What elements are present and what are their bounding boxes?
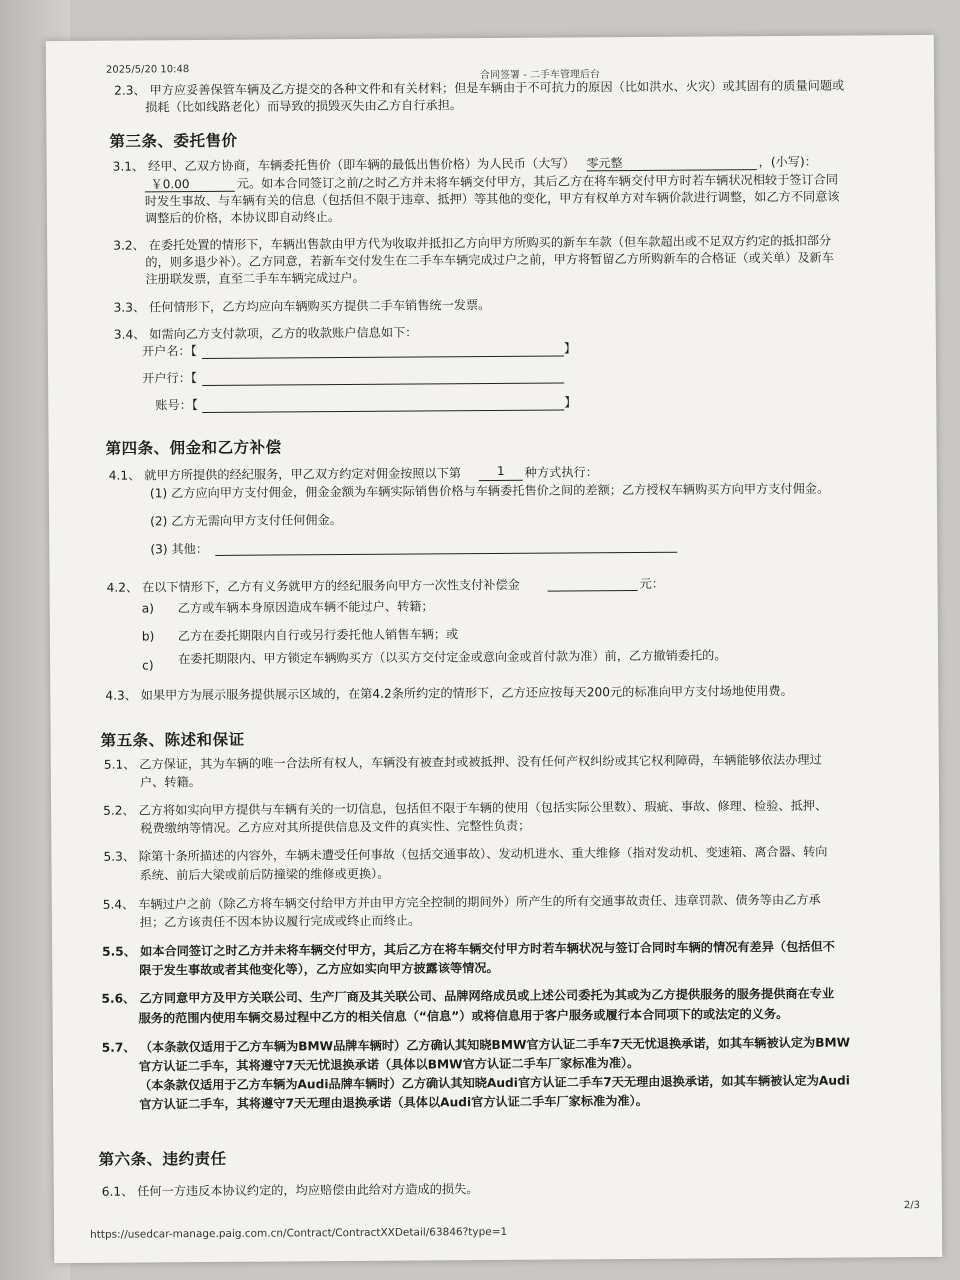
clause-4-2-a-label: a) <box>141 601 154 616</box>
bank-label: 开户行：【 <box>142 371 197 386</box>
clause-4-2-c-label: c) <box>142 658 154 673</box>
price-lower-case: ￥0.00 <box>150 177 190 192</box>
account-name-field <box>202 356 564 360</box>
bank-field <box>202 383 564 387</box>
clause-5-6-line1: 5.6、 乙方同意甲方及甲方关联公司、生产厂商及其关联公司、品牌网络成员或上述公司委托为其或为乙方提供服务的服务提供商在专业 <box>101 986 835 1006</box>
clause-4-2-line1-end: 元： <box>639 576 664 591</box>
clause-4-2-line1: 4.2、 在以下情形下，乙方有义务就甲方的经纪服务向甲方一次性支付补偿金 <box>106 577 520 595</box>
article-4-heading: 第四条、佣金和乙方补偿 <box>105 438 282 458</box>
clause-5-7-line4: 官方认证二手车，其将遵守7天无理由退换承诺（具体以Audi官方认证二手车厂家标准为准）。 <box>139 1093 648 1112</box>
clause-3-2-line2: 的，则多退少补）。乙方同意，若新车交付发生在二手车车辆完成过户之前，甲方将暂留乙方所购新车的合格证（或关单）及新车 <box>145 250 834 270</box>
clause-5-5-line2: 限于发生事故或者其他变化等），乙方应如实向甲方披露该等情况。 <box>139 960 499 978</box>
clause-5-1-line1: 5.1、 乙方保证，其为车辆的唯一合法所有权人，车辆没有被查封或被抵押、没有任何产权纠纷或其它权利障碍，车辆能够依法办理过 <box>103 752 822 772</box>
clause-5-3-line2: 系统、前后大梁或前后防撞梁的维修或更换）。 <box>139 866 390 883</box>
clause-5-1-line2: 户、转籍。 <box>139 775 201 790</box>
account-no-field <box>202 410 564 414</box>
clause-3-1-line3: 时发生事故、与车辆有关的信息（包括但不限于违章、抵押）等其他的变化，甲方有权单方对车辆价款进行调整，如乙方不同意该 <box>144 189 840 209</box>
clause-5-2-line1: 5.2、 乙方将如实向甲方提供与车辆有关的一切信息，包括但不限于车辆的使用（包括实际公里数）、瑕疵、事故、修理、检验、抵押、 <box>103 798 828 818</box>
clause-3-1-line1: 3.1、 经甲、乙双方协商，车辆委托售价（即车辆的最低出售价格）为人民币（大写） <box>112 156 575 174</box>
commission-other-field <box>215 552 677 556</box>
contract-page <box>46 35 943 1263</box>
account-name-bracket: 】 <box>563 341 577 356</box>
print-url: https://usedcar-manage.paig.com.cn/Contract/ContractXXDetail/63846?type=1 <box>90 1225 508 1241</box>
article-6-heading: 第六条、违约责任 <box>98 1149 227 1169</box>
price-upper-underline <box>587 169 757 171</box>
clause-6-1: 6.1、 任何一方违反本协议约定的，均应赔偿由此给对方造成的损失。 <box>101 1182 479 1199</box>
clause-4-3: 4.3、 如果甲方为展示服务提供展示区域的，在第4.2条所约定的情形下，乙方还应按每天200元的标准向甲方支付场地使用费。 <box>105 683 793 703</box>
clause-3-3: 3.3、 任何情形下，乙方均应向车辆购买方提供二手车销售统一发票。 <box>113 298 491 315</box>
article-3-heading: 第三条、委托售价 <box>109 131 238 151</box>
compensation-amount-field <box>548 590 638 592</box>
clause-3-1-line2: 元。如本合同签订之前/之时乙方并未将车辆交付甲方，其后乙方在将车辆交付甲方时若车辆状况相较于签订合同 <box>236 172 839 191</box>
clause-3-4-intro: 3.4、 如需向乙方支付款项，乙方的收款账户信息如下： <box>113 325 418 342</box>
clause-4-2-b: 乙方在委托期限内自行或另行委托他人销售车辆；或 <box>177 627 459 644</box>
account-no-bracket: 】 <box>564 395 577 410</box>
commission-option-2: (2) 乙方无需向甲方支付任何佣金。 <box>150 513 342 529</box>
commission-option-1: (1) 乙方应向甲方支付佣金，佣金金额为车辆实际销售价格与车辆委托售价之间的差额；乙方授权车辆购买方向甲方支付佣金。 <box>149 481 830 501</box>
clause-5-3-line1: 5.3、 除第十条所描述的内容外，车辆未遭受任何事故（包括交通事故）、发动机进水、重大维修（指对发动机、变速箱、离合器、转向 <box>103 844 828 864</box>
clause-4-1-line1-end: 种方式执行： <box>524 465 598 480</box>
price-upper-case: 零元整 <box>586 156 623 171</box>
clause-4-2-c: 在委托期限内、甲方锁定车辆购买方（以买方交付定金或意向金或首付款为准）前，乙方撤销委托的。 <box>178 648 727 667</box>
clause-5-7-line2: 官方认证二手车，其将遵守7天无忧退换承诺（具体以BMW官方认证二手车厂家标准为准）。 <box>138 1055 640 1074</box>
print-page-title: 合同签署 - 二手车管理后台 <box>479 69 601 82</box>
clause-3-2-line3: 注册联发票，直至二手车车辆完成过户。 <box>145 270 365 287</box>
clause-2-3-line2: 损耗（比如线路老化）而导致的损毁灭失由乙方自行承担。 <box>145 98 463 115</box>
clause-5-2-line2: 税费缴纳等情况。乙方应对其所提供信息及文件的真实性、完整性负责； <box>140 818 531 836</box>
commission-option-number: 1 <box>496 463 505 478</box>
page-number: 2/3 <box>903 1200 921 1212</box>
clause-5-4-line1: 5.4、 车辆过户之前（除乙方将车辆交付给甲方并由甲方完全控制的期间外）所产生的所有交通事故责任、违章罚款、债务等由乙方承 <box>102 892 821 912</box>
clause-3-1-line4: 调整后的价格，本协议即自动终止。 <box>144 210 341 226</box>
article-5-heading: 第五条、陈述和保证 <box>100 730 245 750</box>
clause-3-1-line1-end: ，(小写)： <box>758 154 817 170</box>
clause-5-7-line3: （本条款仅适用于乙方车辆为Audi品牌车辆时）乙方确认其知晓Audi官方认证二手车7天无理由退换承诺，如其车辆被认定为Audi <box>138 1073 850 1093</box>
clause-4-2-b-label: b) <box>141 629 155 644</box>
clause-3-2-line1: 3.2、 在委托处置的情形下，车辆出售款由甲方代为收取并抵扣乙方向甲方所购买的新车车款（但车款超出或不足双方约定的抵扣部分 <box>113 233 832 253</box>
commission-option-3: (3) 其他： <box>150 541 209 557</box>
account-name-label: 开户名：【 <box>141 344 197 359</box>
clause-4-2-a: 乙方或车辆本身原因造成车辆不能过户、转籍； <box>177 599 434 616</box>
clause-2-3-line1: 2.3、 甲方应妥善保管车辆及乙方提交的各种文件和有关材料；但是车辆由于不可抗力的原因（比如洪水、火灾）或其固有的质量问题或 <box>114 78 845 98</box>
clause-5-5-line1: 5.5、 如本合同签订之时乙方并未将车辆交付甲方，其后乙方在将车辆交付甲方时若车辆状况与签订合同时车辆的情况有差异（包括但不 <box>102 939 835 959</box>
clause-5-6-line2: 服务的范围内使用车辆交易过程中乙方的相关信息（“信息”）或将信息用于客户服务或履行本合同项下的或法定的义务。 <box>138 1006 789 1026</box>
account-no-label: 账号：【 <box>155 398 198 413</box>
clause-5-4-line2: 担；乙方该责任不因本协议履行完成或终止而终止。 <box>139 913 421 930</box>
clause-5-7-line1: 5.7、 （本条款仅适用于乙方车辆为BMW品牌车辆时）乙方确认其知晓BMW官方认证二手车7天无忧退换承诺，如其车辆被认定为BMW <box>101 1035 851 1055</box>
commission-option-underline <box>479 480 523 481</box>
clause-4-1-line1: 4.1、 就甲方所提供的经纪服务，甲乙双方约定对佣金按照以下第 <box>108 466 462 483</box>
print-timestamp: 2025/5/20 10:48 <box>105 64 190 76</box>
